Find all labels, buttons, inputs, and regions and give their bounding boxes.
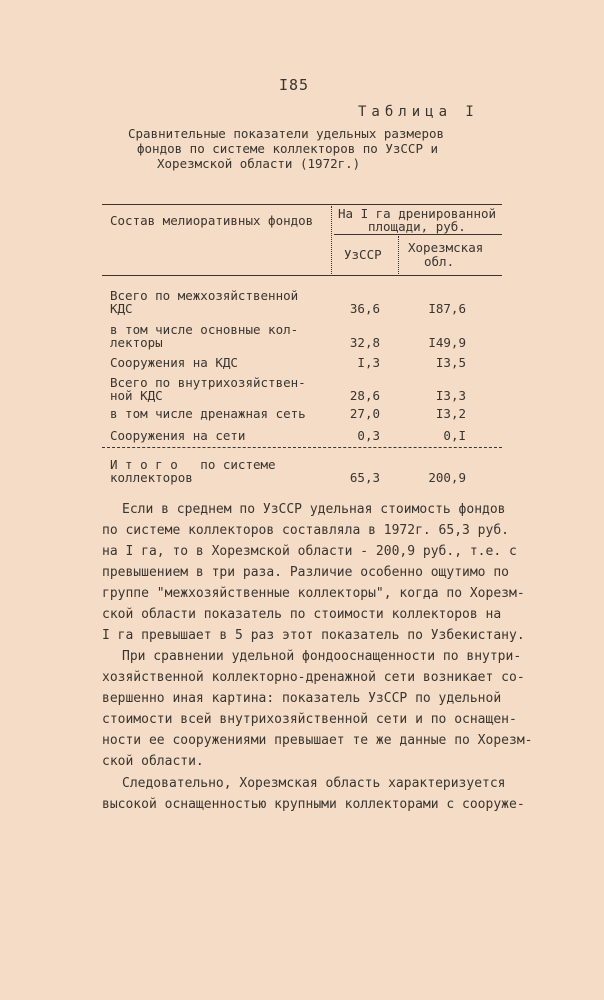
paragraph-line: на I га, то в Хорезмской области - 200,9 руб., т.е. с	[102, 544, 517, 559]
paragraph-line: ской области показатель по стоимости коллекторов на	[102, 607, 502, 622]
row-value-uzssr: 65,3	[349, 470, 380, 485]
paragraph-line: ности ее сооружениями превышает те же данные по Хорезм-	[102, 733, 533, 748]
row-label: лекторы	[110, 335, 163, 350]
row-label-total: И т о г о по системе	[110, 457, 276, 472]
row-value-uzssr: 32,8	[349, 335, 380, 350]
row-label: Сооружения на сети	[110, 428, 246, 443]
header-divider-2	[398, 236, 399, 274]
header-divider-1	[331, 206, 332, 274]
row-value-uzssr: I,3	[357, 355, 380, 370]
header-group-rule	[334, 234, 502, 235]
paragraph-3	[102, 773, 525, 815]
col-header-khorezm-line2: обл.	[424, 254, 455, 269]
caption-line: фондов по системе коллекторов по УзССР и	[137, 141, 439, 156]
paragraph-line: превышением в три раза. Различие особенно ощутимо по	[102, 565, 509, 580]
row-label: Сооружения на КДС	[110, 355, 238, 370]
caption-line: Сравнительные показатели удельных размеров	[128, 126, 445, 141]
row-value-uzssr: 27,0	[349, 406, 380, 421]
paragraph-line: хозяйственной коллекторно-дренажной сети возникает со-	[102, 670, 525, 685]
col-header-khorezm-line1: Хорезмская	[408, 240, 484, 255]
table-caption	[128, 126, 508, 171]
table-label: Таблица I	[358, 104, 479, 120]
row-value-khorezm: I3,2	[435, 406, 466, 421]
row-label: ной КДС	[110, 388, 163, 403]
paragraph-line: Если в среднем по УзССР удельная стоимость фондов	[122, 502, 506, 517]
paragraph-1	[102, 499, 525, 646]
row-label: в том числе дренажная сеть	[110, 406, 306, 421]
row-value-khorezm: I3,5	[435, 355, 466, 370]
header-bottom-rule	[102, 275, 502, 276]
page-number: I85	[279, 76, 310, 94]
paragraph-2	[102, 646, 533, 772]
paragraph-line: При сравнении удельной фондооснащенности по внутри-	[122, 649, 522, 664]
row-value-uzssr: 36,6	[349, 301, 380, 316]
row-value-uzssr: 28,6	[349, 388, 380, 403]
row-value-khorezm: 200,9	[428, 470, 466, 485]
row-value-uzssr: 0,3	[357, 428, 380, 443]
caption-line: Хорезмской области (1972г.)	[157, 156, 361, 171]
row-label-total: коллекторов	[110, 470, 193, 485]
paragraph-line: Следовательно, Хорезмская область характеризуется	[122, 776, 506, 791]
paragraph-line: группе "межхозяйственные коллекторы", когда по Хорезм-	[102, 586, 525, 601]
row-label: КДС	[110, 301, 133, 316]
total-separator-rule	[102, 447, 502, 448]
row-value-khorezm: I49,9	[428, 335, 466, 350]
row-value-khorezm: I87,6	[428, 301, 466, 316]
col-header-composition: Состав мелиоративных фондов	[110, 213, 314, 228]
row-value-khorezm: I3,3	[435, 388, 466, 403]
row-label: Всего по внутрихозяйствен-	[110, 375, 306, 390]
row-value-khorezm: 0,I	[443, 428, 466, 443]
col-header-group-line2: площади, руб.	[368, 219, 466, 234]
paragraph-line: стоимости всей внутрихозяйственной сети и по оснащен-	[102, 712, 517, 727]
paragraph-line: высокой оснащенностью крупными коллекторами с сооруже-	[102, 797, 525, 812]
table-top-rule	[102, 204, 502, 205]
paragraph-line: ской области.	[102, 754, 204, 769]
paragraph-line: I га превышает в 5 раз этот показатель по Узбекистану.	[102, 628, 525, 643]
row-label: в том числе основные кол-	[110, 322, 299, 337]
paragraph-line: вершенно иная картина: показатель УзССР по удельной	[102, 691, 502, 706]
col-header-group-line1: На I га дренированной	[338, 206, 497, 221]
paragraph-line: по системе коллекторов составляла в 1972г. 65,3 руб.	[102, 523, 509, 538]
col-header-uzssr: УзССР	[344, 247, 382, 262]
row-label: Всего по межхозяйственной	[110, 288, 299, 303]
